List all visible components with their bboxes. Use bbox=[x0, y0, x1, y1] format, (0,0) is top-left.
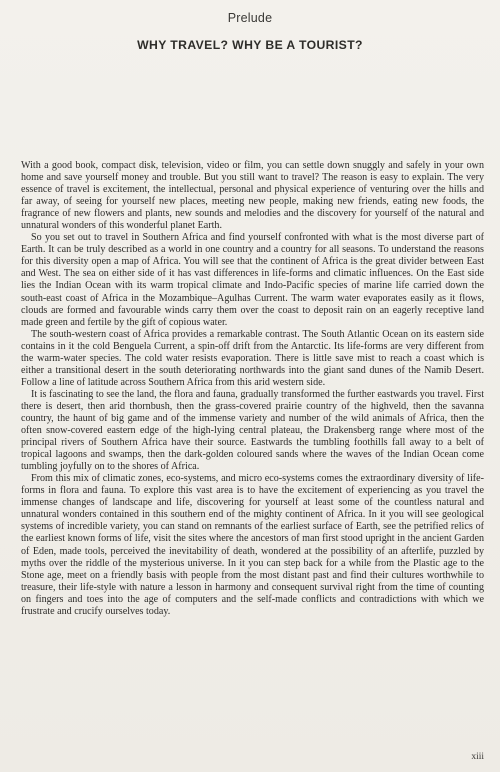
paragraph: It is fascinating to see the land, the flora and fauna, gradually transformed the further eastwards you travel. First there is desert, then arid thornbush, then the grass-covered prairie country of the highveld, then the savanna country, the haunt of big game and of the immense variety and number of the wild animals of Africa, then the often snow-covered eastern edge of the high-lying central plateau, the Drakensberg range where most of the principal rivers of Southern Africa have their source. Eastwards the tumbling foothills fall away to a belt of tropical lagoons and swamps, then the dark-golden coloured sands where the waves of the Indian Ocean come tumbling joyfully on to the shores of Africa. bbox=[21, 388, 484, 473]
paragraph: The south-western coast of Africa provides a remarkable contrast. The South Atlantic Ocean on its eastern side contains in it the cold Benguela Current, a spin-off drift from the Antarctic. Its life-forms are very different from the warm-water species. The cold water resists evaporation. There is little save mist to reach a coast which is either a transitional desert in the south deteriorating northwards into the giant sand dunes of the Namib Desert. Follow a line of latitude across Southern Africa from this arid western side. bbox=[21, 328, 484, 388]
body-text bbox=[21, 160, 484, 618]
page-number: xiii bbox=[471, 752, 484, 762]
paragraph: From this mix of climatic zones, eco-systems, and micro eco-systems comes the extraordinary diversity of life-forms in flora and fauna. To explore this vast area is to have the excitement of experiencing as you travel the immense changes of landscape and life, discovering for yourself at least some of the countless natural and unnatural wonders contained in this southern end of the mighty continent of Africa. In it you will see geological systems of incredible variety, you can stand on remnants of the earliest surface of Earth, see the petrified relics of the earliest known forms of life, visit the sites where the ancestors of man first stood upright in the ancient Garden of Eden, made tools, perceived the inevitability of death, wondered at the possibility of an afterlife, puzzled by myths over the riddle of the mysterious universe. In it you can step back for a while from the Plastic age to the Stone age, meet on a friendly basis with people from the most distant past and find their cultures worthwhile to treasure, their life-style with nature a lesson in harmony and consequent survival right from the time of counting on fingers and toes into the age of computers and the self-made conflicts and contradictions with which we frustrate and crucify ourselves today. bbox=[21, 473, 484, 617]
section-label: Prelude bbox=[227, 11, 273, 25]
paragraph: So you set out to travel in Southern Africa and find yourself confronted with what is the most diverse part of Earth. It can be truly described as a world in one country and a country for all seasons. To understand the reasons for this diversity open a map of Africa. You will see that the continent of Africa is the great divider between East and West. The sea on either side of it has vast differences in life-forms and climatic influences. On the East side lies the Indian Ocean with its warm tropical climate and Indo-Pacific species of marine life carried down the south-east coast of Africa in the Mozambique–Agulhas Current. The warm water evaporates easily as it flows, clouds are formed and favourable winds carry them over the coast to deposit rain on an eagerly receptive land made green and fertile by the gift of copious water. bbox=[21, 232, 484, 328]
chapter-title: WHY TRAVEL? WHY BE A TOURIST? bbox=[137, 38, 363, 52]
paragraph: With a good book, compact disk, television, video or film, you can settle down snuggly and safely in your own home and save yourself money and trouble. But you still want to travel? The reason is easy to explain. The very essence of travel is excitement, the intellectual, personal and physical experience of venturing over the hills and far away, of seeing for yourself new places, meeting new people, making new friends, eating new foods, the fragrance of new flowers and plants, new sounds and melodies and the discovery for yourself of the natural and unnatural wonders of this wonderful planet Earth. bbox=[21, 160, 484, 232]
